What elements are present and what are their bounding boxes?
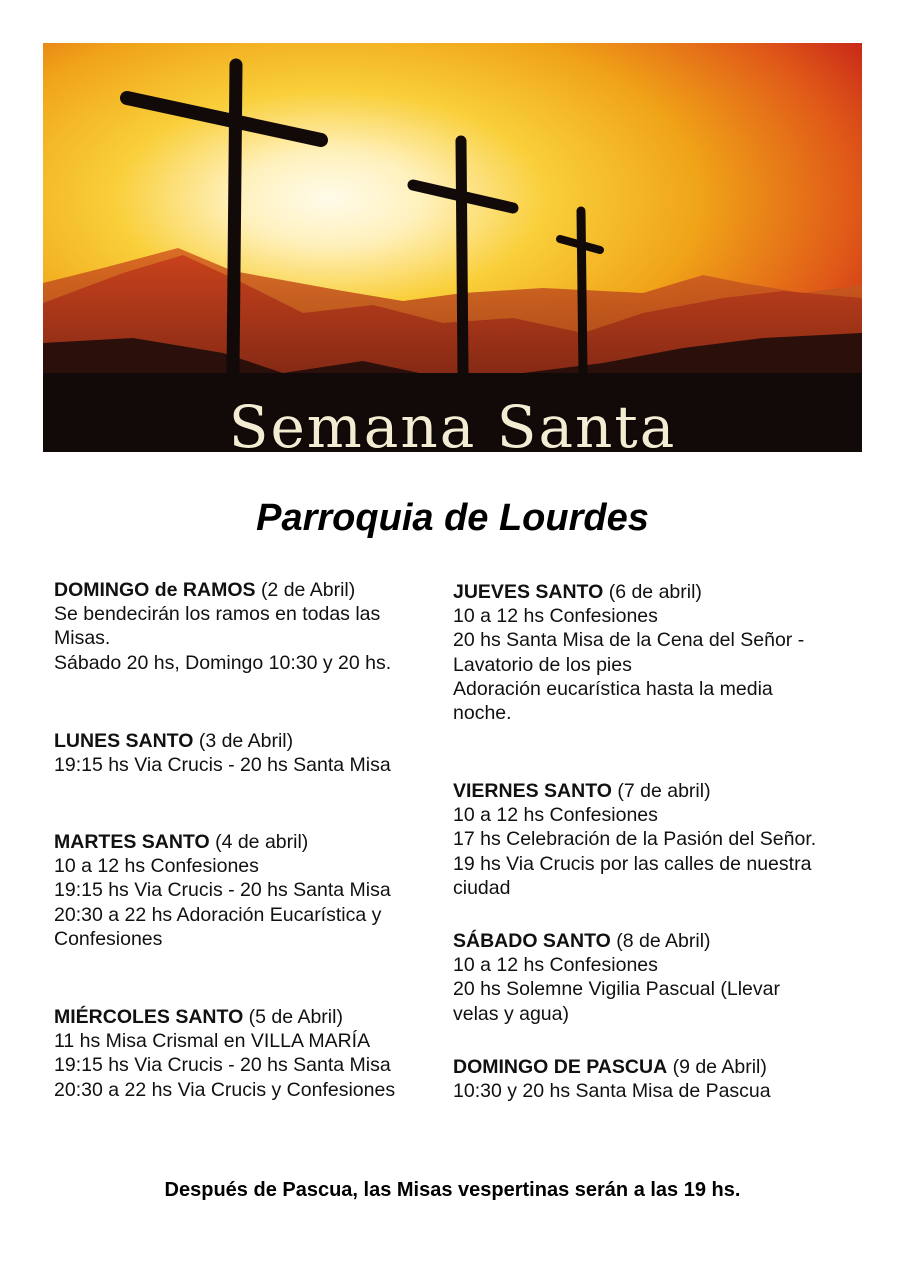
event-line: Confesiones bbox=[54, 927, 163, 950]
event-domingo-ramos bbox=[54, 578, 464, 675]
event-line: 20:30 a 22 hs Adoración Eucarística y bbox=[54, 903, 382, 926]
event-line: Adoración eucarística hasta la media bbox=[453, 677, 773, 700]
event-date: (2 de Abril) bbox=[260, 579, 356, 601]
three-crosses-sunset-image bbox=[43, 43, 862, 452]
event-line: ciudad bbox=[453, 876, 511, 899]
event-line: 11 hs Misa Crismal en VILLA MARÍA bbox=[54, 1030, 371, 1053]
event-day: JUEVES SANTO bbox=[453, 581, 604, 603]
event-day: DOMINGO DE PASCUA bbox=[453, 1056, 668, 1078]
event-line: 19:15 hs Via Crucis - 20 hs Santa Misa bbox=[54, 754, 391, 777]
event-lunes-santo bbox=[54, 729, 464, 777]
event-date: (4 de abril) bbox=[215, 831, 309, 853]
event-date: (6 de abril) bbox=[608, 581, 702, 603]
event-date: (7 de abril) bbox=[617, 780, 711, 802]
banner-title: Semana Santa bbox=[228, 393, 677, 452]
event-line: 10 a 12 hs Confesiones bbox=[453, 804, 658, 827]
event-viernes-santo bbox=[453, 779, 863, 900]
event-day: LUNES SANTO bbox=[54, 730, 194, 752]
event-day: VIERNES SANTO bbox=[453, 780, 612, 802]
event-line: 19:15 hs Via Crucis - 20 hs Santa Misa bbox=[54, 879, 391, 902]
event-sabado-santo bbox=[453, 929, 863, 1026]
event-line: 20:30 a 22 hs Via Crucis y Confesiones bbox=[54, 1078, 396, 1101]
event-day: MIÉRCOLES SANTO bbox=[54, 1006, 244, 1028]
event-jueves-santo bbox=[453, 580, 863, 725]
event-line: Lavatorio de los pies bbox=[453, 653, 632, 676]
event-line: Misas. bbox=[54, 627, 111, 650]
event-line: 10 a 12 hs Confesiones bbox=[54, 855, 259, 878]
semana-santa-banner bbox=[43, 43, 862, 452]
event-line: 10:30 y 20 hs Santa Misa de Pascua bbox=[453, 1080, 771, 1103]
event-date: (8 de Abril) bbox=[616, 930, 711, 952]
event-line: 19 hs Via Crucis por las calles de nuestra bbox=[453, 852, 812, 875]
event-miercoles-santo bbox=[54, 1005, 464, 1102]
event-date: (5 de Abril) bbox=[248, 1006, 343, 1028]
page-title: Parroquia de Lourdes bbox=[256, 497, 649, 539]
event-day: DOMINGO de RAMOS bbox=[54, 579, 256, 601]
event-line: Sábado 20 hs, Domingo 10:30 y 20 hs. bbox=[54, 651, 392, 674]
event-line: Se bendecirán los ramos en todas las bbox=[54, 603, 381, 626]
event-line: 10 a 12 hs Confesiones bbox=[453, 954, 658, 977]
event-date: (9 de Abril) bbox=[672, 1056, 767, 1078]
event-line: 20 hs Solemne Vigilia Pascual (Llevar bbox=[453, 978, 780, 1001]
event-line: 20 hs Santa Misa de la Cena del Señor - bbox=[453, 629, 805, 652]
event-line: velas y agua) bbox=[453, 1002, 569, 1025]
event-line: noche. bbox=[453, 702, 512, 725]
footer-note: Después de Pascua, las Misas vespertinas serán a las 19 hs. bbox=[164, 1179, 741, 1201]
event-date: (3 de Abril) bbox=[198, 730, 294, 752]
event-domingo-pascua bbox=[453, 1055, 863, 1103]
event-line: 17 hs Celebración de la Pasión del Señor. bbox=[453, 828, 817, 851]
event-day: SÁBADO SANTO bbox=[453, 930, 611, 952]
event-line: 10 a 12 hs Confesiones bbox=[453, 605, 658, 628]
event-line: 19:15 hs Via Crucis - 20 hs Santa Misa bbox=[54, 1054, 391, 1077]
event-day: MARTES SANTO bbox=[54, 831, 210, 853]
event-martes-santo bbox=[54, 830, 464, 951]
